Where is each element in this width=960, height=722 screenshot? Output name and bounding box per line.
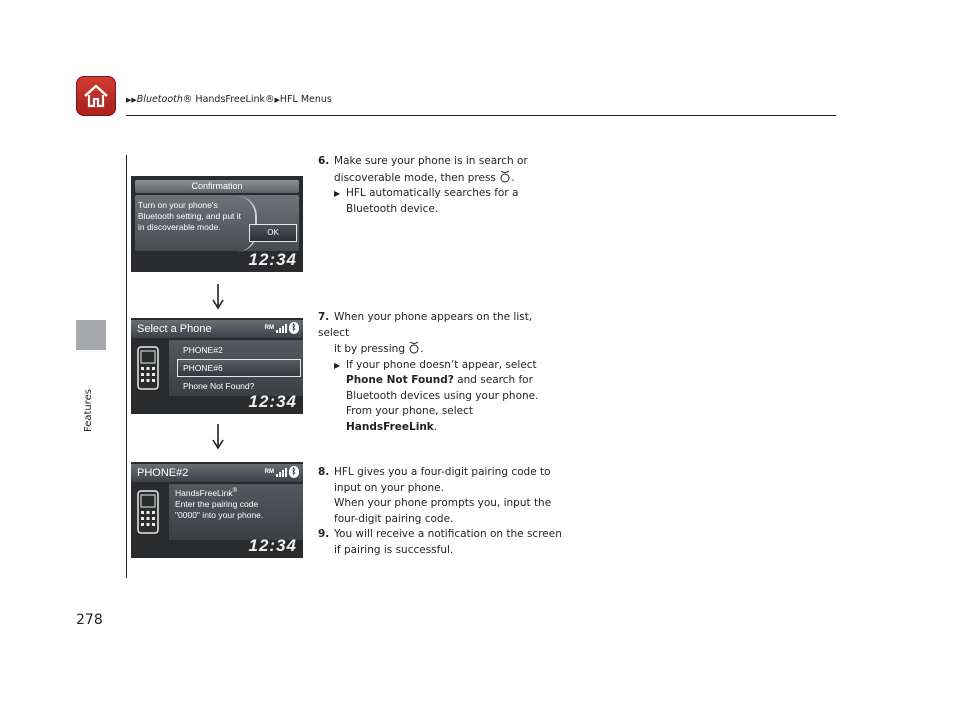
home-icon	[82, 83, 110, 109]
step-9	[318, 527, 563, 558]
step-number: 8.	[318, 466, 330, 478]
phone-list-item[interactable]: PHONE#2	[183, 345, 223, 355]
handsfreelink-term: HandsFreeLink	[346, 420, 434, 433]
breadcrumb-handsfreelink[interactable]: ® HandsFreeLink®	[182, 94, 275, 105]
pairing-message	[175, 486, 299, 521]
breadcrumb-hfl-menus[interactable]: HFL Menus	[279, 94, 332, 105]
step-text: HFL gives you a four-digit pairing code to	[334, 466, 551, 478]
step-number: 6.	[318, 155, 330, 167]
step-8	[318, 465, 563, 527]
step-result: HFL automatically searches for a	[346, 187, 519, 199]
phone-not-found-term: Phone Not Found?	[346, 374, 454, 386]
result-arrow-icon: ▶	[334, 189, 341, 198]
section-tab[interactable]	[76, 320, 106, 350]
phone-not-found-item[interactable]: Phone Not Found?	[183, 381, 255, 391]
step-result: Bluetooth device.	[346, 202, 439, 215]
home-button[interactable]	[76, 76, 116, 116]
page-number: 278	[76, 612, 103, 628]
ok-button[interactable]: OK	[249, 224, 297, 242]
phone-icon	[137, 346, 159, 390]
step-result: If your phone doesn’t appear, select	[346, 358, 537, 371]
screen-title: PHONE#2	[131, 464, 303, 482]
step-result: From your phone, select	[346, 405, 474, 417]
down-arrow-icon	[212, 424, 224, 450]
dial-button-icon	[499, 170, 511, 183]
select-phone-screen	[131, 318, 303, 414]
registered-mark: ®	[232, 488, 238, 494]
signal-icon	[276, 467, 287, 477]
step-text: .	[420, 343, 424, 355]
dial-button-icon	[408, 341, 420, 354]
step-result: .	[433, 420, 438, 433]
clock: 12:34	[248, 536, 297, 555]
bluetooth-icon: ᛒ	[289, 466, 299, 478]
step-7	[318, 310, 563, 435]
step-text: Make sure your phone is in search or	[334, 155, 528, 167]
breadcrumb-arrow-icon: ▶	[274, 96, 280, 104]
step-text: it by pressing	[334, 343, 405, 355]
step-text: discoverable mode, then press	[334, 171, 496, 184]
section-label: Features	[83, 389, 94, 432]
step-text: When your phone appears on the list, select	[318, 311, 533, 339]
step-text: four-digit pairing code.	[334, 512, 454, 525]
pairing-line-1: HandsFreeLink	[175, 487, 233, 498]
signal-icon	[276, 323, 287, 333]
step-6	[318, 154, 563, 217]
figure-divider	[126, 155, 127, 578]
confirmation-screen	[131, 176, 303, 272]
screen-title: Select a Phone	[131, 320, 303, 338]
pairing-screen	[131, 462, 303, 558]
step-number: 7.	[318, 311, 330, 323]
breadcrumb-arrow-icon: ▶▶	[126, 96, 137, 104]
status-icons	[265, 322, 299, 334]
result-arrow-icon: ▶	[334, 360, 341, 370]
breadcrumb-bluetooth[interactable]: Bluetooth	[136, 94, 183, 105]
pairing-line-2: Enter the pairing code	[175, 498, 259, 509]
screen-message: Turn on your phone's Bluetooth setting, and put it in discoverable mode.	[138, 200, 242, 232]
breadcrumb	[126, 94, 332, 105]
down-arrow-icon	[212, 284, 224, 310]
roaming-label: RM	[264, 469, 274, 475]
step-text: if pairing is successful.	[334, 543, 454, 556]
step-text: input on your phone.	[334, 481, 444, 494]
header-divider	[126, 115, 836, 116]
clock: 12:34	[248, 392, 297, 411]
phone-list-item-selected[interactable]: PHONE#6	[183, 363, 223, 373]
bluetooth-icon: ᛒ	[289, 322, 299, 334]
step-result: Bluetooth devices using your phone.	[346, 389, 539, 402]
step-text: You will receive a notification on the screen	[334, 528, 562, 540]
pairing-line-3: "0000" into your phone.	[175, 509, 264, 520]
phone-icon	[137, 490, 159, 534]
roaming-label: RM	[264, 325, 274, 331]
screen-title: Confirmation	[135, 180, 299, 193]
step-text: .	[511, 171, 515, 184]
step-text: When your phone prompts you, input the	[334, 497, 552, 509]
clock: 12:34	[248, 250, 297, 269]
step-number: 9.	[318, 528, 330, 540]
status-icons	[265, 466, 299, 478]
step-result: and search for	[453, 374, 533, 386]
